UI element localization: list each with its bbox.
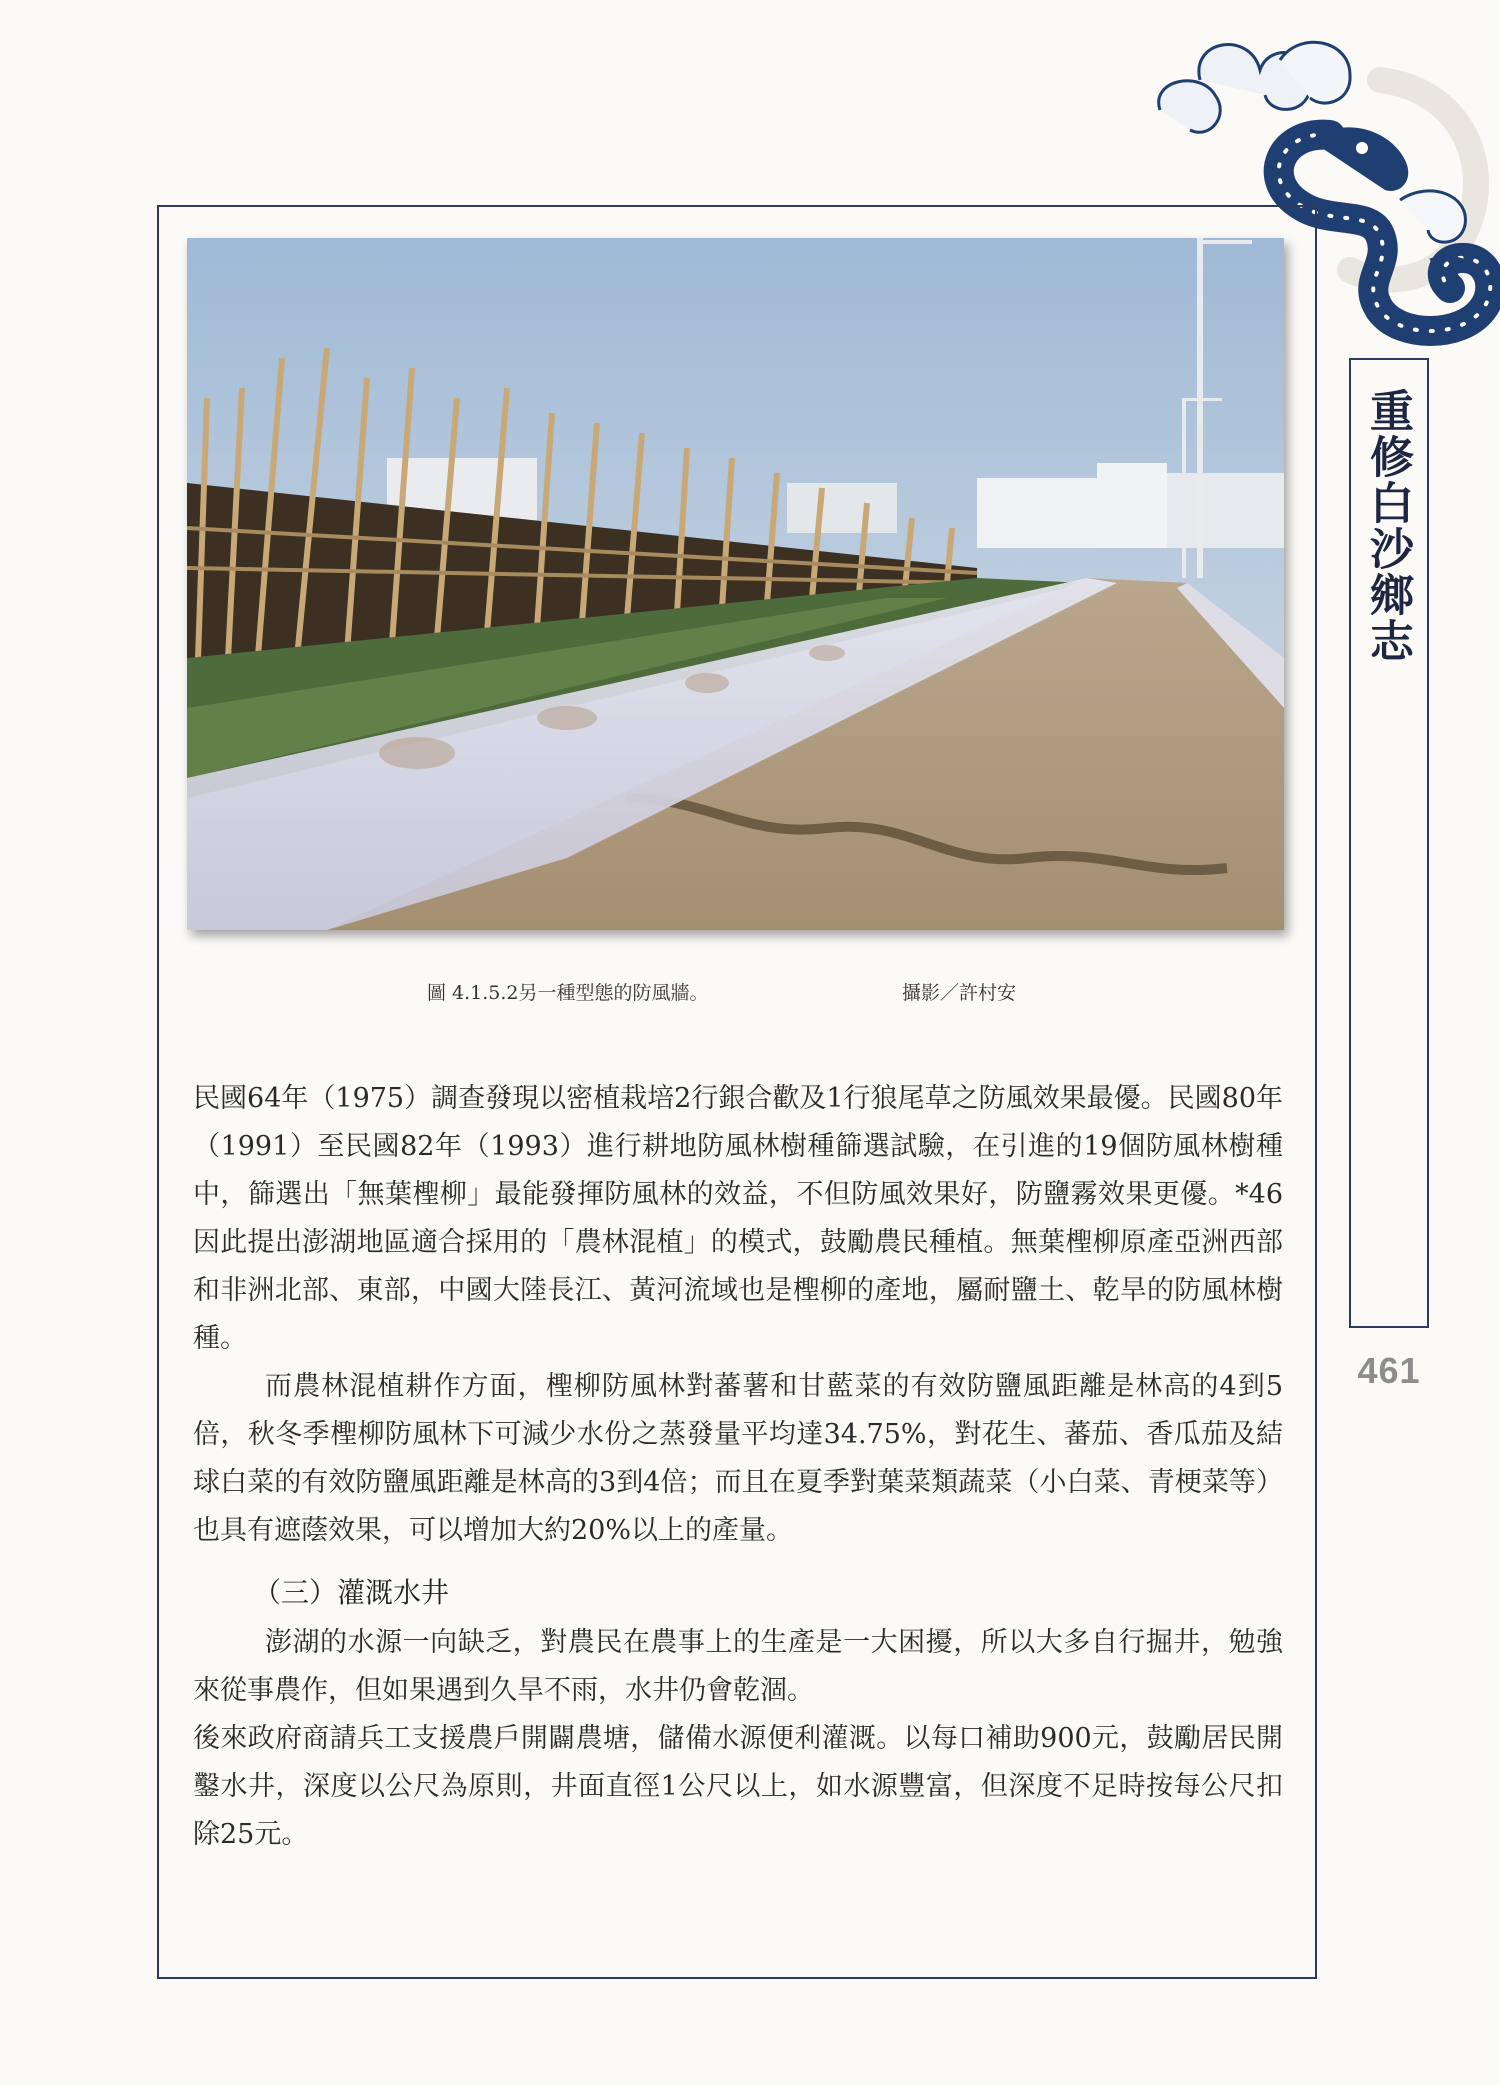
photo-credit: 攝影／許村安: [902, 982, 1017, 1004]
page-number: 461: [1357, 1350, 1421, 1391]
paragraph: 民國64年（1975）調查發現以密植栽培2行銀合歡及1行狼尾草之防風效果最優。民國80年（1991）至民國82年（1993）進行耕地防風林樹種篩選試驗，在引進的19個防風林樹種中，篩選出「無葉檉柳」最能發揮防風林的效益，不但防風效果好，防鹽霧效果更優。*46因此提出澎湖地區適合採用的「農林混植」的模式，鼓勵農民種植。無葉檉柳原產亞洲西部和非洲北部、東部，中國大陸長江、黃河流域也是檉柳的產地，屬耐鹽土、乾旱的防風林樹種。: [193, 1083, 1283, 1354]
book-title: 重修白沙鄉志: [1362, 388, 1413, 664]
body-text: [193, 1075, 1283, 1859]
windbreak-photo: [187, 238, 1284, 930]
figure-caption: 圖 4.1.5.2另一種型態的防風牆。: [427, 982, 709, 1004]
figure-caption-row: [187, 978, 1284, 1008]
side-tab: [1349, 358, 1429, 1328]
section-heading: （三）灌溉水井: [253, 1576, 450, 1609]
paragraph: 澎湖的水源一向缺乏，對農民在農事上的生產是一大困擾，所以大多自行掘井，勉強來從事農作，但如果遇到久旱不雨，水井仍會乾涸。: [193, 1627, 1283, 1706]
paragraph: 後來政府商請兵工支援農戶開闢農塘，儲備水源便利灌溉。以每口補助900元，鼓勵居民開鑿水井，深度以公尺為原則，井面直徑1公尺以上，如水源豐富，但深度不足時按每公尺扣除25元。: [193, 1723, 1283, 1850]
paragraph: 而農林混植耕作方面，檉柳防風林對蕃薯和甘藍菜的有效防鹽風距離是林高的4到5倍，秋冬季檉柳防風林下可減少水份之蒸發量平均達34.75%，對花生、蕃茄、香瓜茄及結球白菜的有效防鹽風距離是林高的3到4倍；而且在夏季對葉菜類蔬菜（小白菜、青梗菜等）也具有遮蔭效果，可以增加大約20%以上的產量。: [193, 1371, 1283, 1546]
